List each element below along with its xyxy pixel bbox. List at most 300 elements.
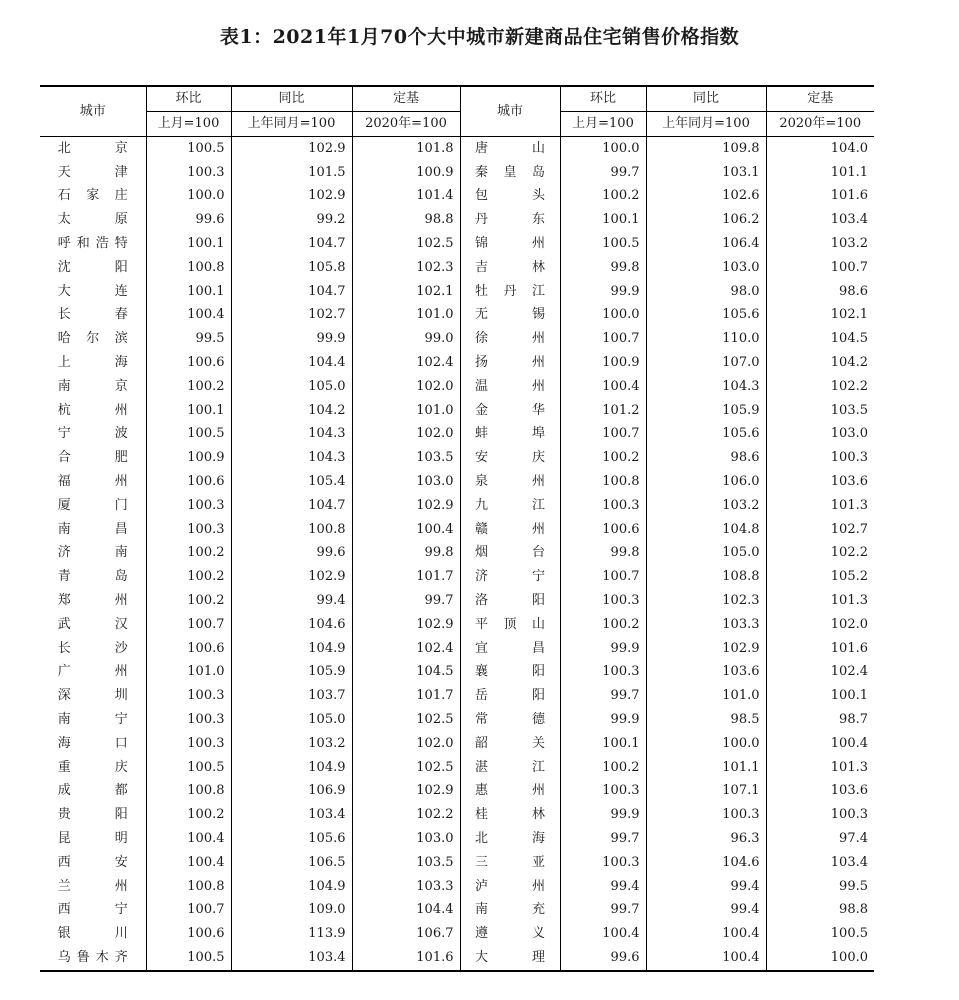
table-row — [40, 732, 874, 756]
base-index-cell: 102.4 — [352, 637, 460, 661]
base-index-cell: 103.0 — [352, 470, 460, 494]
yoy-index-cell: 100.4 — [646, 922, 766, 946]
city-cell — [460, 613, 560, 637]
table-row — [40, 185, 874, 209]
yoy-index-cell: 102.6 — [646, 185, 766, 209]
mom-index-cell: 99.7 — [560, 161, 646, 185]
yoy-index-cell: 104.7 — [231, 232, 352, 256]
yoy-index-cell: 105.0 — [646, 542, 766, 566]
yoy-index-cell: 105.0 — [231, 708, 352, 732]
yoy-index-cell: 99.9 — [231, 327, 352, 351]
base-index-cell: 104.0 — [766, 137, 874, 161]
base-index-cell: 102.3 — [352, 256, 460, 280]
yoy-index-cell: 107.0 — [646, 351, 766, 375]
city-cell — [460, 827, 560, 851]
city-name: 乌鲁木齐 — [57, 949, 128, 965]
yoy-index-cell: 105.9 — [231, 661, 352, 685]
city-cell — [40, 232, 146, 256]
city-cell — [40, 946, 146, 971]
city-cell — [460, 780, 560, 804]
base-index-cell: 101.3 — [766, 589, 874, 613]
city-name: 三亚 — [475, 854, 545, 870]
table-row — [40, 922, 874, 946]
yoy-index-cell: 106.5 — [231, 851, 352, 875]
city-cell — [460, 851, 560, 875]
city-name: 北海 — [475, 831, 545, 846]
table-row — [40, 542, 874, 566]
yoy-index-cell: 100.4 — [646, 946, 766, 971]
yoy-index-cell: 108.8 — [646, 565, 766, 589]
yoy-index-cell: 104.6 — [231, 613, 352, 637]
city-name: 南京 — [57, 378, 128, 394]
yoy-index-cell: 100.3 — [646, 803, 766, 827]
yoy-index-cell: 104.7 — [231, 280, 352, 304]
mom-index-cell: 100.4 — [146, 851, 231, 875]
yoy-index-cell: 106.2 — [646, 208, 766, 232]
base-index-cell: 99.5 — [766, 875, 874, 899]
table-row — [40, 780, 874, 804]
city-cell — [40, 542, 146, 566]
city-name: 牡丹江 — [475, 283, 545, 299]
city-cell — [40, 470, 146, 494]
table-row — [40, 875, 874, 899]
col-subheader-mom: 上月=100 — [146, 112, 231, 137]
yoy-index-cell: 99.4 — [646, 875, 766, 899]
mom-index-cell: 100.5 — [146, 756, 231, 780]
city-name: 唐山 — [475, 140, 545, 156]
city-cell — [460, 756, 560, 780]
city-cell — [40, 494, 146, 518]
base-index-cell: 97.4 — [766, 827, 874, 851]
table-row — [40, 684, 874, 708]
table-row — [40, 803, 874, 827]
mom-index-cell: 100.2 — [146, 542, 231, 566]
yoy-index-cell: 102.7 — [231, 304, 352, 328]
mom-index-cell: 99.6 — [146, 208, 231, 232]
city-cell — [40, 661, 146, 685]
mom-index-cell: 100.0 — [560, 137, 646, 161]
mom-index-cell: 100.2 — [560, 185, 646, 209]
city-name: 沈阳 — [57, 259, 128, 275]
yoy-index-cell: 105.4 — [231, 470, 352, 494]
city-name: 深圳 — [57, 688, 128, 704]
city-name: 长沙 — [57, 640, 128, 656]
yoy-index-cell: 98.5 — [646, 708, 766, 732]
table-row — [40, 327, 874, 351]
city-cell — [40, 851, 146, 875]
city-name: 西安 — [57, 854, 128, 870]
yoy-index-cell: 101.5 — [231, 161, 352, 185]
yoy-index-cell: 106.0 — [646, 470, 766, 494]
table-row — [40, 304, 874, 328]
city-cell — [460, 684, 560, 708]
table-row — [40, 208, 874, 232]
mom-index-cell: 100.1 — [146, 399, 231, 423]
mom-index-cell: 100.7 — [560, 423, 646, 447]
city-cell — [40, 137, 146, 161]
city-cell — [460, 494, 560, 518]
mom-index-cell: 100.3 — [146, 494, 231, 518]
yoy-index-cell: 99.2 — [231, 208, 352, 232]
col-subheader-mom: 上月=100 — [560, 112, 646, 137]
city-name: 宁波 — [57, 426, 128, 442]
city-cell — [40, 185, 146, 209]
base-index-cell: 100.3 — [766, 446, 874, 470]
city-cell — [40, 732, 146, 756]
city-cell — [460, 899, 560, 923]
mom-index-cell: 100.8 — [560, 470, 646, 494]
city-cell — [460, 423, 560, 447]
mom-index-cell: 100.2 — [560, 756, 646, 780]
yoy-index-cell: 106.4 — [646, 232, 766, 256]
city-name: 银川 — [57, 926, 128, 942]
city-name: 温州 — [475, 378, 545, 394]
mom-index-cell: 100.2 — [146, 565, 231, 589]
base-index-cell: 103.2 — [766, 232, 874, 256]
city-name: 成都 — [57, 783, 128, 799]
mom-index-cell: 100.3 — [146, 732, 231, 756]
city-name: 赣州 — [475, 521, 545, 537]
yoy-index-cell: 99.6 — [231, 542, 352, 566]
yoy-index-cell: 106.9 — [231, 780, 352, 804]
base-index-cell: 102.0 — [352, 375, 460, 399]
yoy-index-cell: 99.4 — [231, 589, 352, 613]
mom-index-cell: 100.2 — [560, 446, 646, 470]
mom-index-cell: 100.5 — [146, 423, 231, 447]
city-name: 哈尔滨 — [57, 331, 128, 347]
base-index-cell: 103.5 — [766, 399, 874, 423]
city-cell — [460, 565, 560, 589]
yoy-index-cell: 101.1 — [646, 756, 766, 780]
city-name: 蚌埠 — [475, 426, 545, 442]
city-cell — [40, 756, 146, 780]
city-cell — [460, 256, 560, 280]
city-cell — [40, 565, 146, 589]
city-cell — [460, 375, 560, 399]
city-name: 丹东 — [475, 212, 545, 228]
city-name: 天津 — [57, 164, 128, 180]
city-cell — [460, 637, 560, 661]
city-cell — [460, 304, 560, 328]
city-name: 平顶山 — [475, 616, 545, 632]
city-name: 昆明 — [57, 831, 128, 846]
city-name: 杭州 — [57, 402, 128, 418]
mom-index-cell: 101.2 — [560, 399, 646, 423]
city-name: 济南 — [57, 545, 128, 561]
base-index-cell: 102.0 — [766, 613, 874, 637]
mom-index-cell: 99.8 — [560, 256, 646, 280]
yoy-index-cell: 105.8 — [231, 256, 352, 280]
city-name: 包头 — [475, 188, 545, 204]
city-cell — [460, 446, 560, 470]
city-cell — [40, 351, 146, 375]
city-name: 宜昌 — [475, 640, 545, 656]
base-index-cell: 101.0 — [352, 304, 460, 328]
yoy-index-cell: 103.1 — [646, 161, 766, 185]
base-index-cell: 102.9 — [352, 494, 460, 518]
mom-index-cell: 100.1 — [146, 280, 231, 304]
yoy-index-cell: 102.9 — [646, 637, 766, 661]
city-cell — [40, 684, 146, 708]
base-index-cell: 101.7 — [352, 565, 460, 589]
mom-index-cell: 100.1 — [146, 232, 231, 256]
base-index-cell: 99.8 — [352, 542, 460, 566]
base-index-cell: 100.3 — [766, 803, 874, 827]
city-cell — [40, 708, 146, 732]
city-cell — [460, 708, 560, 732]
mom-index-cell: 100.4 — [560, 922, 646, 946]
city-cell — [460, 803, 560, 827]
mom-index-cell: 100.6 — [146, 470, 231, 494]
base-index-cell: 101.8 — [352, 137, 460, 161]
yoy-index-cell: 102.9 — [231, 185, 352, 209]
yoy-index-cell: 100.0 — [646, 732, 766, 756]
table-row — [40, 708, 874, 732]
base-index-cell: 100.4 — [766, 732, 874, 756]
col-subheader-base: 2020年=100 — [766, 112, 874, 137]
city-name: 南昌 — [57, 521, 128, 537]
mom-index-cell: 99.7 — [560, 684, 646, 708]
yoy-index-cell: 104.4 — [231, 351, 352, 375]
mom-index-cell: 100.8 — [146, 780, 231, 804]
base-index-cell: 100.7 — [766, 256, 874, 280]
col-header-base: 定基 — [766, 86, 874, 112]
city-cell — [460, 327, 560, 351]
mom-index-cell: 99.9 — [560, 637, 646, 661]
base-index-cell: 102.4 — [352, 351, 460, 375]
base-index-cell: 104.4 — [352, 899, 460, 923]
yoy-index-cell: 105.9 — [646, 399, 766, 423]
table-row — [40, 399, 874, 423]
yoy-index-cell: 99.4 — [646, 899, 766, 923]
city-cell — [460, 137, 560, 161]
city-name: 大连 — [57, 283, 128, 299]
yoy-index-cell: 103.4 — [231, 803, 352, 827]
table-row — [40, 232, 874, 256]
col-header-city: 城市 — [460, 86, 560, 137]
base-index-cell: 101.6 — [352, 946, 460, 971]
city-name: 上海 — [57, 355, 128, 371]
mom-index-cell: 100.5 — [560, 232, 646, 256]
price-index-table — [40, 85, 874, 972]
mom-index-cell: 100.7 — [146, 613, 231, 637]
city-cell — [460, 661, 560, 685]
city-name: 青岛 — [57, 569, 128, 585]
table-title: 表1：2021年1月70个大中城市新建商品住宅销售价格指数 — [219, 26, 740, 48]
city-name: 吉林 — [475, 259, 545, 275]
base-index-cell: 101.1 — [766, 161, 874, 185]
col-header-mom: 环比 — [560, 86, 646, 112]
city-name: 合肥 — [57, 450, 128, 466]
col-header-city: 城市 — [40, 86, 146, 137]
city-name: 桂林 — [475, 807, 545, 823]
city-name: 徐州 — [475, 331, 545, 347]
yoy-index-cell: 103.4 — [231, 946, 352, 971]
base-index-cell: 102.7 — [766, 518, 874, 542]
table-row — [40, 423, 874, 447]
mom-index-cell: 99.8 — [560, 542, 646, 566]
mom-index-cell: 100.3 — [560, 851, 646, 875]
yoy-index-cell: 109.8 — [646, 137, 766, 161]
city-name: 武汉 — [57, 616, 128, 632]
base-index-cell: 99.0 — [352, 327, 460, 351]
city-name: 烟台 — [475, 545, 545, 561]
mom-index-cell: 100.2 — [560, 613, 646, 637]
city-cell — [460, 185, 560, 209]
mom-index-cell: 100.6 — [146, 922, 231, 946]
mom-index-cell: 100.7 — [560, 565, 646, 589]
yoy-index-cell: 104.9 — [231, 756, 352, 780]
mom-index-cell: 100.6 — [146, 351, 231, 375]
table-row — [40, 851, 874, 875]
table-row — [40, 351, 874, 375]
city-name: 湛江 — [475, 759, 545, 775]
yoy-index-cell: 100.8 — [231, 518, 352, 542]
yoy-index-cell: 103.3 — [646, 613, 766, 637]
base-index-cell: 106.7 — [352, 922, 460, 946]
mom-index-cell: 100.0 — [146, 185, 231, 209]
base-index-cell: 100.5 — [766, 922, 874, 946]
mom-index-cell: 100.3 — [560, 661, 646, 685]
yoy-index-cell: 96.3 — [646, 827, 766, 851]
city-cell — [40, 208, 146, 232]
yoy-index-cell: 103.2 — [231, 732, 352, 756]
table-row — [40, 256, 874, 280]
city-cell — [40, 589, 146, 613]
base-index-cell: 102.1 — [766, 304, 874, 328]
city-name: 无锡 — [475, 307, 545, 323]
mom-index-cell: 100.3 — [560, 494, 646, 518]
base-index-cell: 102.5 — [352, 756, 460, 780]
mom-index-cell: 100.2 — [146, 375, 231, 399]
base-index-cell: 103.0 — [766, 423, 874, 447]
base-index-cell: 102.5 — [352, 708, 460, 732]
city-name: 金华 — [475, 402, 545, 418]
city-name: 岳阳 — [475, 688, 545, 704]
base-index-cell: 100.0 — [766, 946, 874, 971]
mom-index-cell: 100.8 — [146, 875, 231, 899]
city-cell — [460, 589, 560, 613]
yoy-index-cell: 105.6 — [646, 423, 766, 447]
col-header-yoy: 同比 — [231, 86, 352, 112]
yoy-index-cell: 98.0 — [646, 280, 766, 304]
city-name: 兰州 — [57, 878, 128, 894]
yoy-index-cell: 98.6 — [646, 446, 766, 470]
city-cell — [40, 375, 146, 399]
city-name: 西宁 — [57, 902, 128, 918]
city-cell — [40, 327, 146, 351]
base-index-cell: 102.2 — [352, 803, 460, 827]
city-cell — [40, 423, 146, 447]
base-index-cell: 103.5 — [352, 851, 460, 875]
yoy-index-cell: 104.9 — [231, 875, 352, 899]
base-index-cell: 100.4 — [352, 518, 460, 542]
yoy-index-cell: 104.8 — [646, 518, 766, 542]
city-cell — [40, 803, 146, 827]
city-cell — [460, 732, 560, 756]
mom-index-cell: 100.7 — [560, 327, 646, 351]
city-cell — [40, 780, 146, 804]
city-name: 重庆 — [57, 759, 128, 775]
base-index-cell: 101.3 — [766, 494, 874, 518]
table-row — [40, 494, 874, 518]
mom-index-cell: 100.1 — [560, 208, 646, 232]
city-cell — [460, 542, 560, 566]
mom-index-cell: 100.3 — [560, 589, 646, 613]
city-cell — [40, 304, 146, 328]
city-cell — [40, 161, 146, 185]
table-header — [40, 86, 874, 137]
mom-index-cell: 100.3 — [146, 708, 231, 732]
table-row — [40, 637, 874, 661]
city-name: 太原 — [57, 212, 128, 228]
base-index-cell: 103.6 — [766, 470, 874, 494]
base-index-cell: 102.5 — [352, 232, 460, 256]
city-name: 长春 — [57, 307, 128, 323]
base-index-cell: 100.9 — [352, 161, 460, 185]
city-cell — [460, 280, 560, 304]
city-cell — [40, 637, 146, 661]
base-index-cell: 101.6 — [766, 185, 874, 209]
table-row — [40, 280, 874, 304]
base-index-cell: 98.6 — [766, 280, 874, 304]
mom-index-cell: 100.4 — [560, 375, 646, 399]
city-name: 福州 — [57, 474, 128, 490]
base-index-cell: 103.0 — [352, 827, 460, 851]
table-row — [40, 565, 874, 589]
col-subheader-yoy: 上年同月=100 — [231, 112, 352, 137]
city-name: 遵义 — [475, 926, 545, 942]
mom-index-cell: 100.3 — [146, 161, 231, 185]
city-name: 郑州 — [57, 593, 128, 609]
city-name: 南宁 — [57, 712, 128, 728]
base-index-cell: 102.4 — [766, 661, 874, 685]
yoy-index-cell: 105.6 — [646, 304, 766, 328]
yoy-index-cell: 109.0 — [231, 899, 352, 923]
yoy-index-cell: 104.3 — [231, 423, 352, 447]
table-row — [40, 946, 874, 971]
base-index-cell: 102.0 — [352, 423, 460, 447]
mom-index-cell: 99.4 — [560, 875, 646, 899]
mom-index-cell: 100.3 — [146, 684, 231, 708]
base-index-cell: 103.4 — [766, 208, 874, 232]
city-cell — [40, 256, 146, 280]
mom-index-cell: 100.1 — [560, 732, 646, 756]
city-name: 济宁 — [475, 569, 545, 585]
mom-index-cell: 99.9 — [560, 803, 646, 827]
mom-index-cell: 101.0 — [146, 661, 231, 685]
city-name: 海口 — [57, 735, 128, 751]
mom-index-cell: 99.9 — [560, 708, 646, 732]
city-name: 石家庄 — [57, 188, 128, 204]
city-cell — [460, 946, 560, 971]
city-name: 安庆 — [475, 450, 545, 466]
table-row — [40, 827, 874, 851]
city-cell — [40, 827, 146, 851]
yoy-index-cell: 105.0 — [231, 375, 352, 399]
yoy-index-cell: 102.9 — [231, 565, 352, 589]
yoy-index-cell: 104.9 — [231, 637, 352, 661]
base-index-cell: 103.3 — [352, 875, 460, 899]
base-index-cell: 102.9 — [352, 613, 460, 637]
mom-index-cell: 100.4 — [146, 304, 231, 328]
mom-index-cell: 100.4 — [146, 827, 231, 851]
city-name: 呼和浩特 — [57, 236, 128, 252]
city-name: 襄阳 — [475, 664, 545, 680]
city-name: 常德 — [475, 712, 545, 728]
city-cell — [460, 470, 560, 494]
base-index-cell: 102.9 — [352, 780, 460, 804]
